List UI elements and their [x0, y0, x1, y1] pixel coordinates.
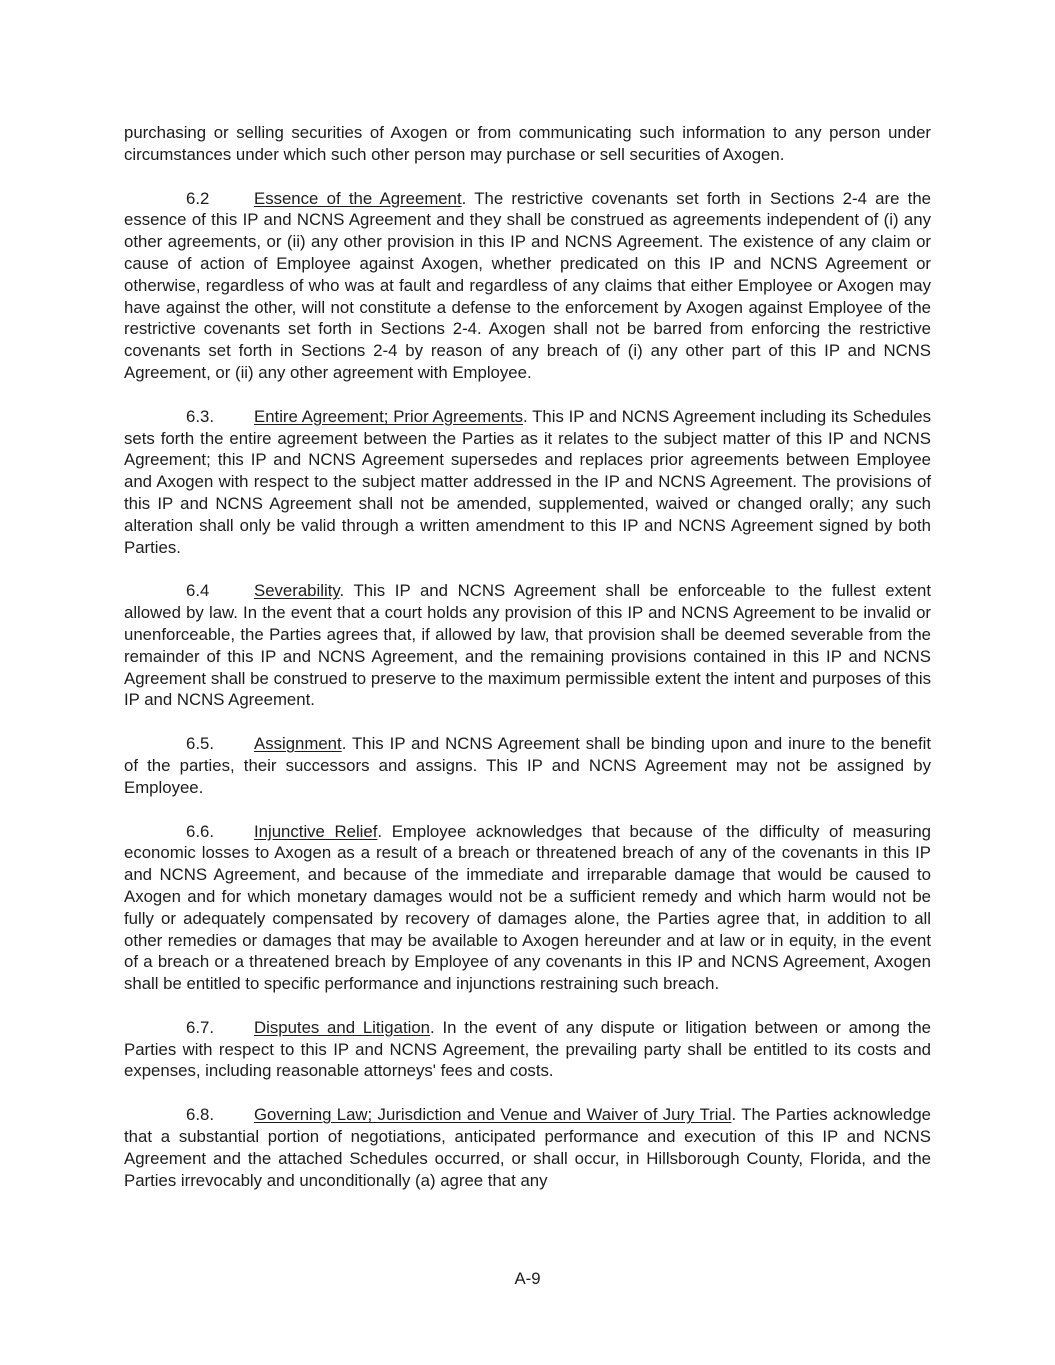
paragraph-continuation: purchasing or selling securities of Axogen or from communicating such information to any person under circumstances under which such other person may purchase or sell securities of Axogen.	[124, 123, 931, 164]
section-6-4	[124, 580, 931, 711]
section-body: . This IP and NCNS Agreement including its Schedules sets forth the entire agreement between the Parties as it relates to the subject matter of this IP and NCNS Agreement; this IP and NCNS Agreement supersedes and replaces prior agreements between Employee and Axogen with respect to the subject matter addressed in the IP and NCNS Agreement. The provisions of this IP and NCNS Agreement shall not be amended, supplemented, waived or changed orally; any such alteration shall only be valid through a written amendment to this IP and NCNS Agreement signed by both Parties.	[124, 406, 931, 557]
page-number-footer: A-9	[514, 1269, 541, 1288]
section-body: . The restrictive covenants set forth in Sections 2-4 are the essence of this IP and NCNS Agreement and they shall be construed as agreements independent of (i) any other agreements, or (ii) any other provision in this IP and NCNS Agreement. The existence of any claim or cause of action of Employee against Axogen, whether predicated on this IP and NCNS Agreement or otherwise, regardless of who was at fault and regardless of any claims that either Employee or Axogen may have against the other, will not constitute a defense to the enforcement by Axogen against Employee of the restrictive covenants set forth in Sections 2-4. Axogen shall not be barred from enforcing the restrictive covenants set forth in Sections 2-4 by reason of any breach of (i) any other part of this IP and NCNS Agreement, or (ii) any other agreement with Employee.	[124, 188, 931, 382]
section-heading: Injunctive Relief	[254, 821, 378, 841]
section-heading: Severability	[254, 581, 340, 601]
section-body: . In the event of any dispute or litigation between or among the Parties with respect to this IP and NCNS Agreement, the prevailing party shall be entitled to its costs and expenses, including reasonable attorneys' fees and costs.	[124, 1017, 931, 1081]
section-heading: Assignment	[254, 734, 342, 754]
section-heading: Essence of the Agreement	[254, 188, 462, 208]
section-number: 6.6.	[186, 821, 214, 841]
section-6-7	[124, 1017, 931, 1082]
section-heading: Disputes and Litigation	[254, 1017, 431, 1037]
section-body: . This IP and NCNS Agreement shall be binding upon and inure to the benefit of the parties, their successors and assigns. This IP and NCNS Agreement may not be assigned by Employee.	[124, 734, 931, 797]
section-6-6	[124, 821, 931, 995]
section-body: . This IP and NCNS Agreement shall be enforceable to the fullest extent allowed by law. In the event that a court holds any provision of this IP and NCNS Agreement to be invalid or unenforceable, the Parties agrees that, if allowed by law, that provision shall be deemed severable from the remainder of this IP and NCNS Agreement, and the remaining provisions contained in this IP and NCNS Agreement shall be construed to preserve to the maximum permissible extent the intent and purposes of this IP and NCNS Agreement.	[124, 581, 931, 710]
section-6-5	[124, 733, 931, 798]
section-number: 6.4	[186, 581, 210, 601]
section-number: 6.7.	[186, 1017, 214, 1037]
section-body: . The Parties acknowledge that a substantial portion of negotiations, anticipated performance and execution of this IP and NCNS Agreement and the attached Schedules occurred, or shall occur, in Hillsborough County, Florida, and the Parties irrevocably and unconditionally (a) agree that any	[124, 1105, 931, 1190]
section-number: 6.8.	[186, 1105, 214, 1125]
section-6-8	[124, 1104, 931, 1191]
section-heading: Governing Law; Jurisdiction and Venue and Waiver of Jury Trial	[254, 1105, 732, 1125]
section-number: 6.2	[186, 188, 210, 208]
section-body: . Employee acknowledges that because of the difficulty of measuring economic losses to Axogen as a result of a breach or threatened breach of any of the covenants in this IP and NCNS Agreement, and because of the immediate and irreparable damage that would be caused to Axogen and for which monetary damages would not be a sufficient remedy and which harm would not be fully or adequately compensated by recovery of damages alone, the Parties agree that, in addition to all other remedies or damages that may be available to Axogen hereunder and at law or in equity, in the event of a breach or a threatened breach by Employee of any covenants in this IP and NCNS Agreement, Axogen shall be entitled to specific performance and injunctions restraining such breach.	[124, 821, 931, 994]
section-6-2	[124, 188, 931, 384]
section-heading: Entire Agreement; Prior Agreements	[254, 406, 523, 426]
section-number: 6.5.	[186, 734, 214, 754]
section-6-3	[124, 406, 931, 559]
section-number: 6.3.	[186, 406, 214, 426]
